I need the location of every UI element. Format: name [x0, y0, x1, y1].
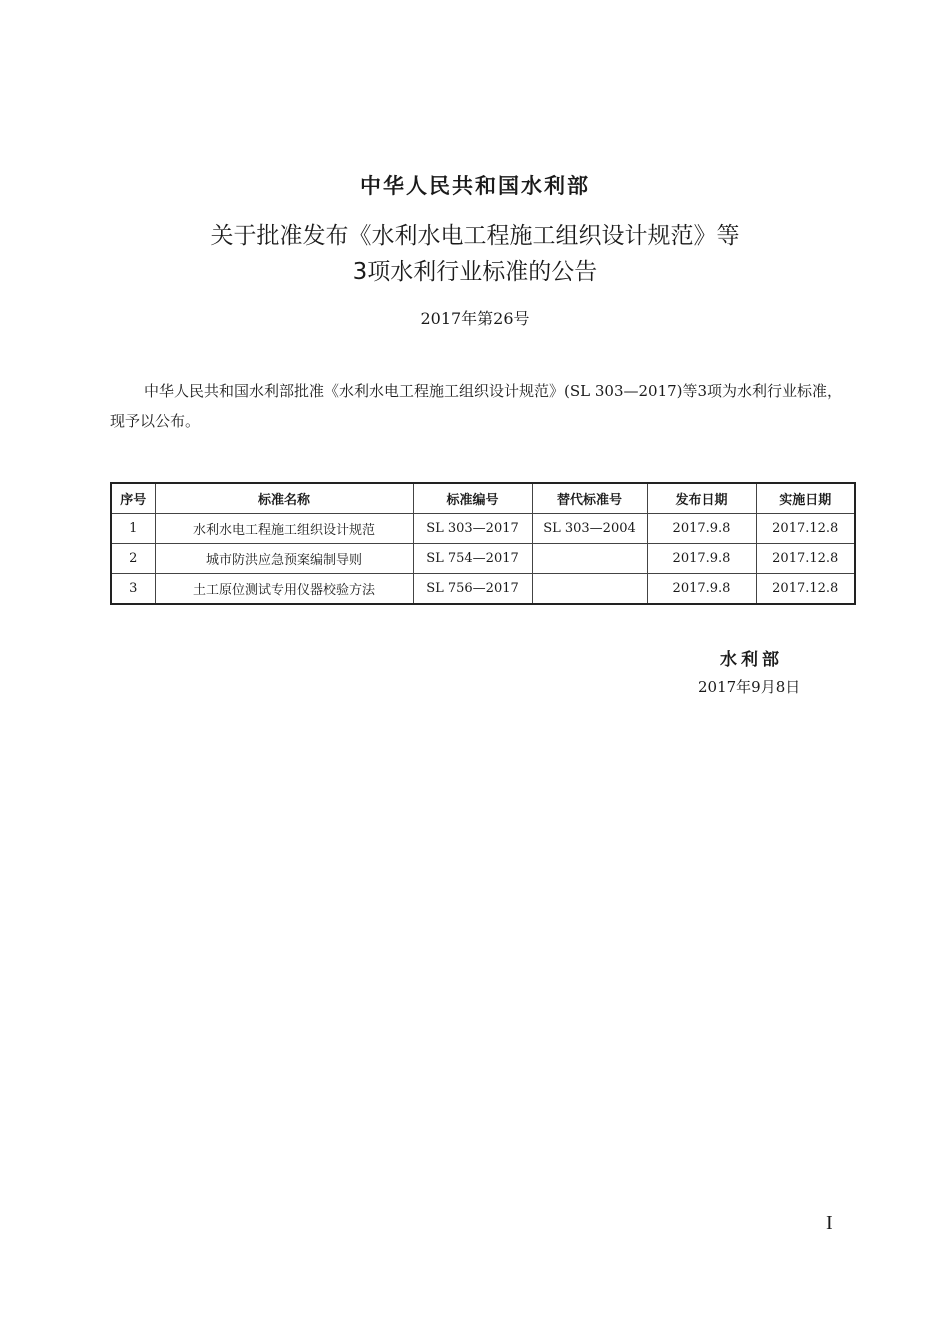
page-number: I — [826, 1212, 833, 1234]
announcement-title — [0, 218, 950, 290]
header-issue-date: 发布日期 — [647, 483, 756, 514]
cell-seq: 2 — [111, 544, 155, 574]
issuer-signature: 水利部 — [720, 650, 783, 670]
cell-issue-date: 2017.9.8 — [647, 574, 756, 605]
cell-issue-date: 2017.9.8 — [647, 514, 756, 544]
ministry-heading: 中华人民共和国水利部 — [360, 174, 590, 198]
cell-code: SL 756—2017 — [413, 574, 532, 605]
cell-name: 水利水电工程施工组织设计规范 — [155, 514, 413, 544]
table-row — [111, 544, 855, 574]
document-number: 2017年第26号 — [420, 309, 530, 328]
cell-replaced — [532, 574, 647, 605]
cell-code: SL 754—2017 — [413, 544, 532, 574]
signature-date: 2017年9月8日 — [698, 678, 801, 696]
cell-seq: 1 — [111, 514, 155, 544]
table-row — [111, 574, 855, 605]
cell-effective-date: 2017.12.8 — [756, 514, 855, 544]
title-line-2: 3项水利行业标准的公告 — [352, 259, 598, 285]
table-header-row — [111, 483, 855, 514]
title-line-1: 关于批准发布《水利水电工程施工组织设计规范》等 — [210, 223, 740, 249]
header-name: 标准名称 — [155, 483, 413, 514]
header-seq: 序号 — [111, 483, 155, 514]
header-replaced: 替代标准号 — [532, 483, 647, 514]
standards-table — [110, 482, 856, 605]
cell-seq: 3 — [111, 574, 155, 605]
cell-effective-date: 2017.12.8 — [756, 544, 855, 574]
header-code: 标准编号 — [413, 483, 532, 514]
cell-effective-date: 2017.12.8 — [756, 574, 855, 605]
cell-issue-date: 2017.9.8 — [647, 544, 756, 574]
cell-name: 城市防洪应急预案编制导则 — [155, 544, 413, 574]
table-row — [111, 514, 855, 544]
announcement-body: 中华人民共和国水利部批准《水利水电工程施工组织设计规范》(SL 303—2017)等3项为水利行业标准，现予以公布。 — [110, 382, 843, 430]
cell-replaced — [532, 544, 647, 574]
cell-name: 土工原位测试专用仪器校验方法 — [155, 574, 413, 605]
cell-code: SL 303—2017 — [413, 514, 532, 544]
header-effective-date: 实施日期 — [756, 483, 855, 514]
cell-replaced: SL 303—2004 — [532, 514, 647, 544]
